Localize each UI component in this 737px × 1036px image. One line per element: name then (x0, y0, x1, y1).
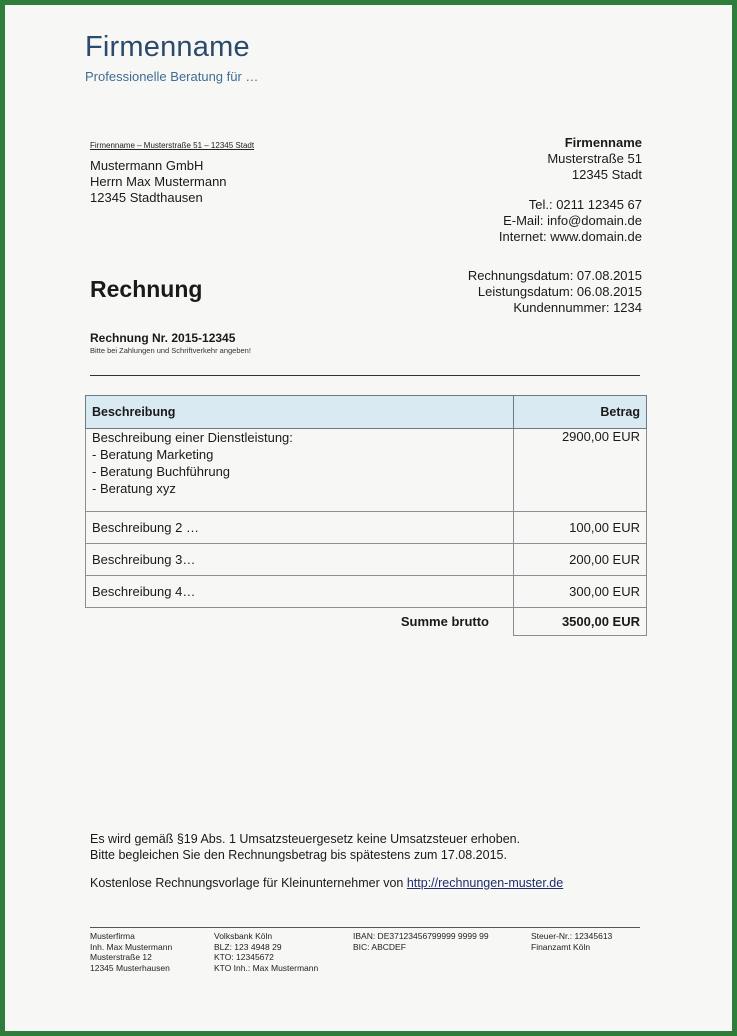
description-line: - Beratung Marketing (92, 447, 214, 462)
row-amount: 2900,00 EUR (514, 429, 647, 512)
sum-row (86, 608, 647, 636)
footer-line: BIC: ABCDEF (353, 941, 406, 952)
invoice-date: Rechnungsdatum: 07.08.2015 (467, 268, 642, 283)
table-header-row (86, 396, 647, 429)
table-row (86, 429, 647, 512)
brand-tagline: Professionelle Beratung für … (85, 69, 259, 84)
recipient-line: Mustermann GmbH (90, 158, 204, 173)
template-credit (90, 875, 563, 891)
row-amount: 200,00 EUR (514, 544, 647, 576)
footer-line: 12345 Musterhausen (90, 962, 170, 973)
row-description: Beschreibung 3… (86, 544, 514, 576)
template-credit-text: Kostenlose Rechnungsvorlage für Kleinunternehmer von (90, 876, 407, 890)
footer-line: IBAN: DE37123456799999 9999 99 (353, 931, 489, 941)
line-items-table (85, 395, 647, 636)
company-email: E-Mail: info@domain.de (503, 213, 642, 228)
company-street: Musterstraße 51 (547, 151, 642, 166)
footer-line: KTO: 12345672 (214, 952, 274, 962)
description-line: - Beratung xyz (92, 481, 176, 496)
footer-iban (353, 931, 489, 952)
invoice-number: Rechnung Nr. 2015-12345 (90, 331, 236, 345)
template-link[interactable]: http://rechnungen-muster.de (406, 876, 564, 890)
sum-value: 3500,00 EUR (514, 608, 647, 636)
footer-divider (90, 927, 640, 928)
header-description: Beschreibung (86, 396, 514, 429)
payment-note: Bitte begleichen Sie den Rechnungsbetrag bis spätestens zum 17.08.2015. (90, 848, 507, 862)
row-description: Beschreibung 4… (86, 576, 514, 608)
sender-address-line: Firmenname – Musterstraße 51 – 12345 Stadt (90, 141, 255, 150)
brand-name: Firmenname (85, 31, 250, 63)
company-tel: Tel.: 0211 12345 67 (528, 197, 642, 212)
row-amount: 300,00 EUR (514, 576, 647, 608)
recipient-address (90, 158, 227, 206)
footer-bank (214, 931, 318, 973)
company-name: Firmenname (564, 135, 642, 150)
description-line: - Beratung Buchführung (92, 464, 231, 479)
table-row (86, 576, 647, 608)
footer-line: Steuer-Nr.: 12345613 (531, 931, 613, 941)
header-amount: Betrag (514, 396, 647, 429)
recipient-line: Herrn Max Mustermann (90, 174, 227, 189)
company-contact-block (422, 135, 642, 245)
table-row (86, 544, 647, 576)
row-description: Beschreibung 2 … (86, 512, 514, 544)
footer-line: Inh. Max Mustermann (90, 941, 173, 952)
footer-tax (531, 931, 612, 952)
invoice-number-note: Bitte bei Zahlungen und Schriftverkehr angeben! (90, 346, 251, 355)
divider (90, 375, 640, 376)
customer-number: Kundennummer: 1234 (513, 300, 642, 315)
recipient-line: 12345 Stadthausen (90, 190, 203, 205)
footer-company (90, 931, 172, 973)
row-description (86, 429, 514, 512)
document-title: Rechnung (90, 276, 203, 302)
footer-line: Volksbank Köln (214, 931, 273, 941)
footer-line: Musterstraße 12 (90, 952, 152, 962)
footer-line: KTO Inh.: Max Mustermann (214, 962, 319, 973)
footer-line: BLZ: 123 4948 29 (214, 941, 282, 952)
footer-line: Musterfirma (90, 931, 135, 941)
company-city: 12345 Stadt (571, 167, 642, 182)
footer-line: Finanzamt Köln (531, 941, 591, 952)
sum-label: Summe brutto (400, 614, 489, 629)
service-date: Leistungsdatum: 06.08.2015 (477, 284, 642, 299)
invoice-dates (382, 268, 642, 316)
description-line: Beschreibung einer Dienstleistung: (92, 430, 293, 445)
tax-note: Es wird gemäß §19 Abs. 1 Umsatzsteuergesetz keine Umsatzsteuer erhoben. (90, 832, 521, 846)
row-amount: 100,00 EUR (514, 512, 647, 544)
invoice-notes (90, 831, 563, 891)
table-row (86, 512, 647, 544)
company-web: Internet: www.domain.de (498, 229, 642, 244)
invoice-page (5, 5, 732, 1031)
